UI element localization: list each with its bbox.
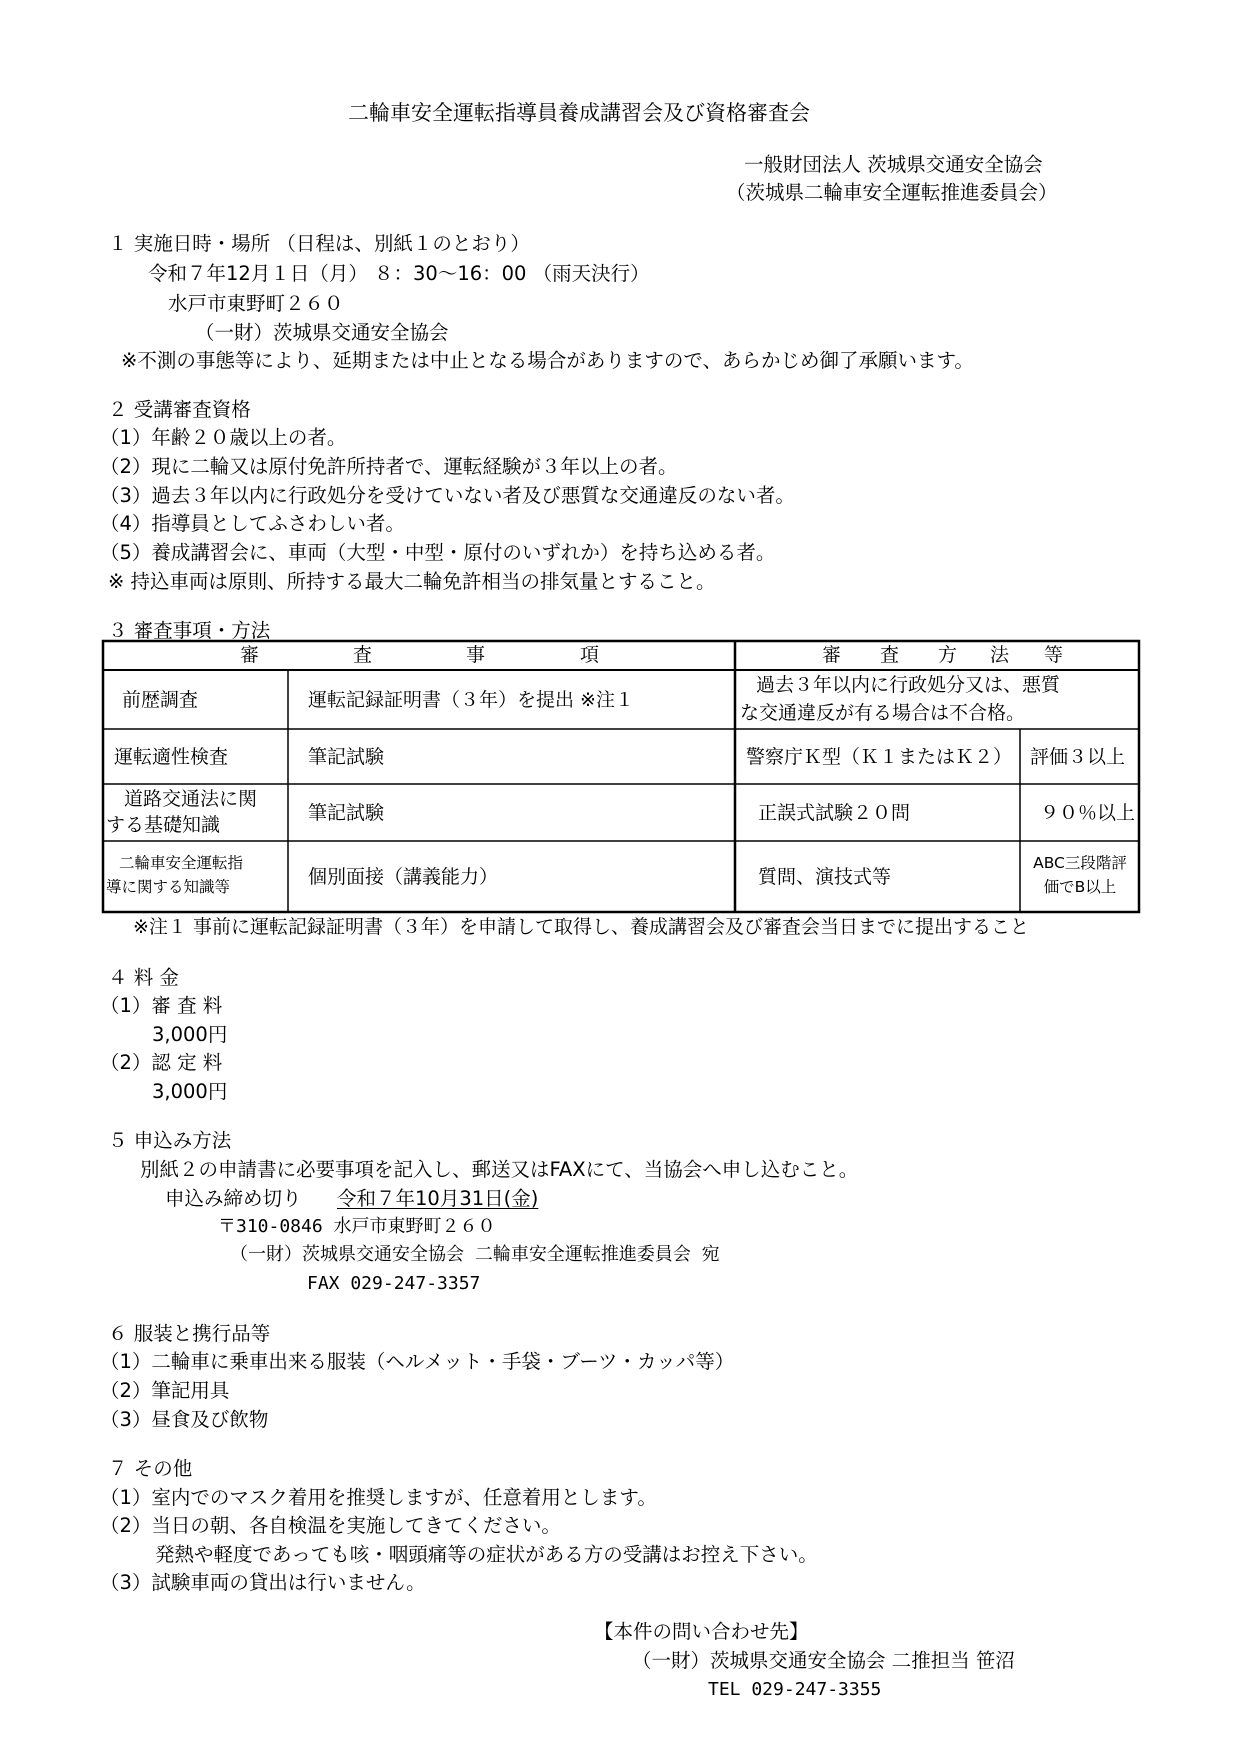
table-row-criteria: 価でB以上 xyxy=(1043,878,1117,896)
table-row-item: 運転適性検査 xyxy=(114,746,229,768)
table-row-item: する基礎知識 xyxy=(106,814,221,836)
fax-number: FAX 029-247-3357 xyxy=(307,1273,481,1294)
table-footnote: ※注１ 事前に運転記録証明書（３年）を申請して取得し、養成講習会及び審査会当日までに提出すること xyxy=(133,916,1029,938)
page-title: 二輪車安全運転指導員養成講習会及び資格審査会 xyxy=(348,101,810,125)
table-row-item: 前歴調査 xyxy=(122,689,199,711)
event-notice: ※不測の事態等により、延期または中止となる場合がありますので、あらかじめ御了承願います。 xyxy=(121,349,974,372)
contact-heading: 【本件の問い合わせ先】 xyxy=(594,1620,809,1643)
other-item: （3）試験車両の貸出は行いません。 xyxy=(100,1571,426,1594)
table-header-method-char: 方 xyxy=(938,644,958,666)
table-row-detail: 筆記試験 xyxy=(308,746,385,768)
table-header-item-char: 査 xyxy=(353,644,373,666)
table-header-item-char: 項 xyxy=(580,644,600,666)
mailing-address: 〒310-0846 水戸市東野町２６０ xyxy=(218,1216,496,1237)
table-row-detail: 個別面接（講義能力） xyxy=(308,866,499,888)
table-row-method: な交通違反が有る場合は不合格。 xyxy=(740,702,1026,724)
event-place: 水戸市東野町２６０ xyxy=(168,292,344,315)
exam-fee-label: （1）審 査 料 xyxy=(100,994,223,1017)
table-header-method-char: 等 xyxy=(1044,644,1064,666)
attire-item: （2）筆記用具 xyxy=(100,1379,230,1402)
section-1-heading: １ 実施日時・場所 （日程は、別紙１のとおり） xyxy=(108,232,530,255)
event-venue: （一財）茨城県交通安全協会 xyxy=(195,321,449,344)
other-item-continued: 発熱や軽度であっても咳・咽頭痛等の症状がある方の受講はお控え下さい。 xyxy=(155,1543,818,1566)
other-item: （2）当日の朝、各自検温を実施してきてください。 xyxy=(100,1514,561,1537)
attire-item: （3）昼食及び飲物 xyxy=(100,1408,269,1431)
table-row-method: 警察庁Ｋ型（Ｋ１またはＫ２） xyxy=(746,746,1013,768)
table-row-criteria: ABC三段階評 xyxy=(1033,854,1127,872)
section-7-heading: ７ その他 xyxy=(108,1457,193,1480)
section-2-heading: ２ 受講審査資格 xyxy=(108,398,251,421)
mailing-recipient: （一財）茨城県交通安全協会 二輪車安全運転推進委員会 宛 xyxy=(230,1244,720,1265)
section-3-heading: ３ 審査事項・方法 xyxy=(108,619,271,642)
table-header-method-char: 査 xyxy=(880,644,900,666)
table-header-item-char: 審 xyxy=(240,644,260,666)
deadline-label: 申込み締め切り xyxy=(165,1187,302,1210)
section-5-heading: ５ 申込み方法 xyxy=(108,1129,232,1152)
attire-item: （1）二輪車に乗車出来る服装（ヘルメット・手袋・ブーツ・カッパ等） xyxy=(100,1350,735,1373)
table-header-method-char: 法 xyxy=(990,644,1010,666)
table-row-item: 導に関する知識等 xyxy=(106,878,231,896)
table-row-method: 質問、演技式等 xyxy=(758,866,892,888)
section-6-heading: ６ 服装と携行品等 xyxy=(108,1322,271,1345)
table-row-detail: 運転記録証明書（３年）を提出 ※注１ xyxy=(308,689,634,711)
contact-telephone: TEL 029-247-3355 xyxy=(708,1679,882,1700)
table-row-method: 過去３年以内に行政処分又は、悪質 xyxy=(756,674,1061,696)
qualification-item: （5）養成講習会に、車両（大型・中型・原付のいずれか）を持ち込める者。 xyxy=(100,541,776,564)
certification-fee-value: 3,000円 xyxy=(152,1080,228,1103)
organization-name: 一般財団法人 茨城県交通安全協会 xyxy=(744,153,1043,176)
table-header-method-char: 審 xyxy=(822,644,842,666)
table-row-criteria: ９０％以上 xyxy=(1040,802,1136,824)
section-4-heading: ４ 料 金 xyxy=(108,966,179,989)
application-instructions: 別紙２の申請書に必要事項を記入し、郵送又はFAXにて、当協会へ申し込むこと。 xyxy=(140,1158,859,1181)
table-header-item-char: 事 xyxy=(466,644,486,666)
vehicle-note: ※ 持込車両は原則、所持する最大二輪免許相当の排気量とすること。 xyxy=(108,570,716,593)
organization-subname: （茨城県二輪車安全運転推進委員会） xyxy=(726,181,1058,204)
event-date: 令和７年12月１日（月） ８：30～16：00 （雨天決行） xyxy=(148,262,650,285)
table-row-criteria: 評価３以上 xyxy=(1030,746,1126,768)
qualification-item: （3）過去３年以内に行政処分を受けていない者及び悪質な交通違反のない者。 xyxy=(100,484,795,507)
other-item: （1）室内でのマスク着用を推奨しますが、任意着用とします。 xyxy=(100,1486,657,1509)
qualification-item: （2）現に二輪又は原付免許所持者で、運転経験が３年以上の者。 xyxy=(100,455,678,478)
certification-fee-label: （2）認 定 料 xyxy=(100,1051,223,1074)
table-row-detail: 筆記試験 xyxy=(308,802,385,824)
exam-fee-value: 3,000円 xyxy=(152,1023,228,1046)
table-row-item: 道路交通法に関 xyxy=(124,788,258,810)
deadline-date: 令和７年10月31日(金) xyxy=(337,1187,539,1210)
table-row-method: 正誤式試験２０問 xyxy=(758,802,911,824)
contact-organization: （一財）茨城県交通安全協会 二推担当 笹沼 xyxy=(632,1649,1015,1672)
qualification-item: （4）指導員としてふさわしい者。 xyxy=(100,512,405,535)
table-row-item: 二輪車安全運転指 xyxy=(119,854,244,872)
qualification-item: （1）年齢２０歳以上の者。 xyxy=(100,426,347,449)
